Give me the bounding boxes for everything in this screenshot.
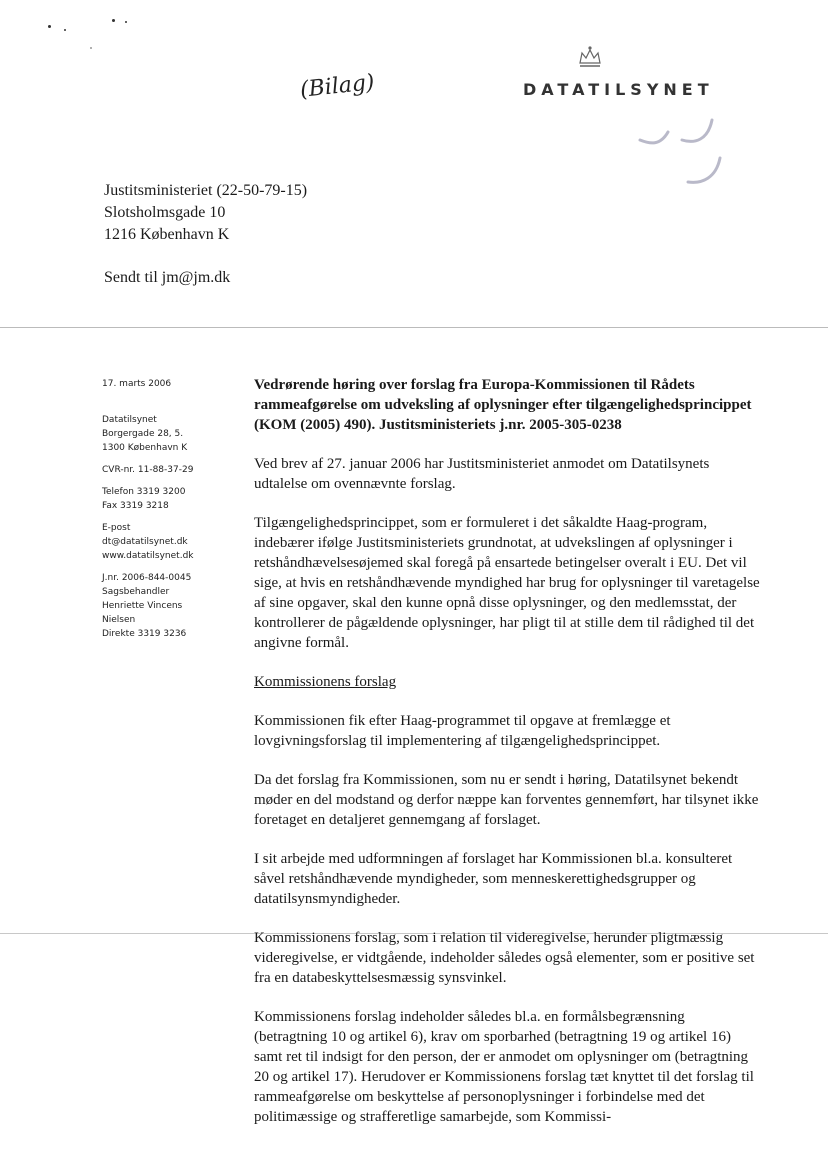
direct-phone: Direkte 3319 3236 — [102, 629, 187, 639]
sender-street: Borgergade 28, 5. — [102, 429, 184, 439]
sender-city: 1300 København K — [102, 443, 188, 453]
recipient-city: 1216 København K — [104, 226, 230, 243]
fold-line-top — [0, 327, 828, 328]
paragraph-6: Kommissionens forslag, som i relation til videregivelse, herunder pligtmæssig videregivelse, er vidtgående, indeholder således også elementer, som er positive set fra en databeskyttelsesmæssig synsvinkel. — [254, 930, 755, 986]
sender-cvr: CVR-nr. 11-88-37-29 — [102, 465, 194, 475]
recipient-name: Justitsministeriet (22-50-79-15) — [104, 182, 308, 199]
recipient-address — [104, 180, 307, 289]
letter-body — [254, 375, 760, 1146]
paragraph-3: Kommissionen fik efter Haag-programmet til opgave at fremlægge et lovgivningsforslag til implementering af tilgængelighedsprincippet. — [254, 713, 671, 749]
paragraph-4: Da det forslag fra Kommissionen, som nu er sendt i høring, Datatilsynet bekendt møder en del modstand og derfor næppe kan forventes gennemført, har tilsynet ikke foretaget en detaljeret gennemgang af forslaget. — [254, 772, 759, 828]
sender-fax: Fax 3319 3218 — [102, 501, 169, 511]
sender-phone: Telefon 3319 3200 — [102, 487, 186, 497]
logo-wordmark: DATATILSYNET — [523, 80, 714, 99]
sender-email: dt@datatilsynet.dk — [102, 537, 188, 547]
handwritten-note: (Bilag) — [298, 70, 376, 103]
caseworker-label: Sagsbehandler — [102, 587, 170, 597]
letter-date: 17. marts 2006 — [102, 379, 172, 389]
email-label: E-post — [102, 523, 131, 533]
journal-number: J.nr. 2006-844-0045 — [102, 573, 192, 583]
paragraph-7: Kommissionens forslag indeholder således bl.a. en formålsbegrænsning (betragtning 10 og artikel 6), krav om sporbarhed (betragtning 19 og artikel 16) samt ret til indsigt for den person, der er anmodet om oplysninger om (betragtning 20 og artikel 17). Herudover er Kommissionens forslag tæt knyttet til det forslag til rammeafgørelse om beskyttelse af personoplysninger i forbindelse med det politimæssige og strafferetlige samarbejde, som Kommissi- — [254, 1009, 754, 1125]
caseworker-name: Henriette Vincens — [102, 601, 183, 611]
sender-sidebar — [102, 377, 242, 649]
scan-specks — [30, 15, 150, 55]
section-heading: Kommissionens forslag — [254, 674, 397, 690]
paragraph-1: Ved brev af 27. januar 2006 har Justitsministeriet anmodet om Datatilsynets udtalelse om ovennævnte forslag. — [254, 456, 710, 492]
crown-icon — [577, 44, 603, 70]
caseworker-name-cont: Nielsen — [102, 615, 136, 625]
letter-subject: Vedrørende høring over forslag fra Europa-Kommissionen til Rådets rammeafgørelse om udveksling af oplysninger efter tilgængelighedsprincippet (KOM (2005) 490). Justitsministeriets j.nr. 2005-305-0238 — [254, 377, 752, 433]
paragraph-5: I sit arbejde med udformningen af forslaget har Kommissionen bl.a. konsulteret såvel retshåndhævende myndigheder, som menneskerettighedsgrupper og datatilsynsmyndigheder. — [254, 851, 733, 907]
paragraph-2: Tilgængelighedsprincippet, som er formuleret i det såkaldte Haag-program, indebærer ifølge Justitsministeriets grundnotat, at udvekslingen af oplysninger i retshåndhævelsesøjemed skal foregå på ensartede betingelser overalt i EU. Det vil sige, at hvis en retshåndhævende myndighed har brug for oplysninger til varetagelse af sine opgaver, skal den kunne opnå disse oplysninger, og den medlemsstat, der kontrollerer de pågældende oplysninger, har pligt til at stille dem til rådighed til det angivne formål. — [254, 515, 760, 651]
recipient-street: Slotsholmsgade 10 — [104, 204, 226, 221]
sender-web: www.datatilsynet.dk — [102, 551, 194, 561]
pencil-marks — [620, 110, 730, 190]
sender-org: Datatilsynet — [102, 415, 157, 425]
sent-to: Sendt til jm@jm.dk — [104, 269, 231, 286]
